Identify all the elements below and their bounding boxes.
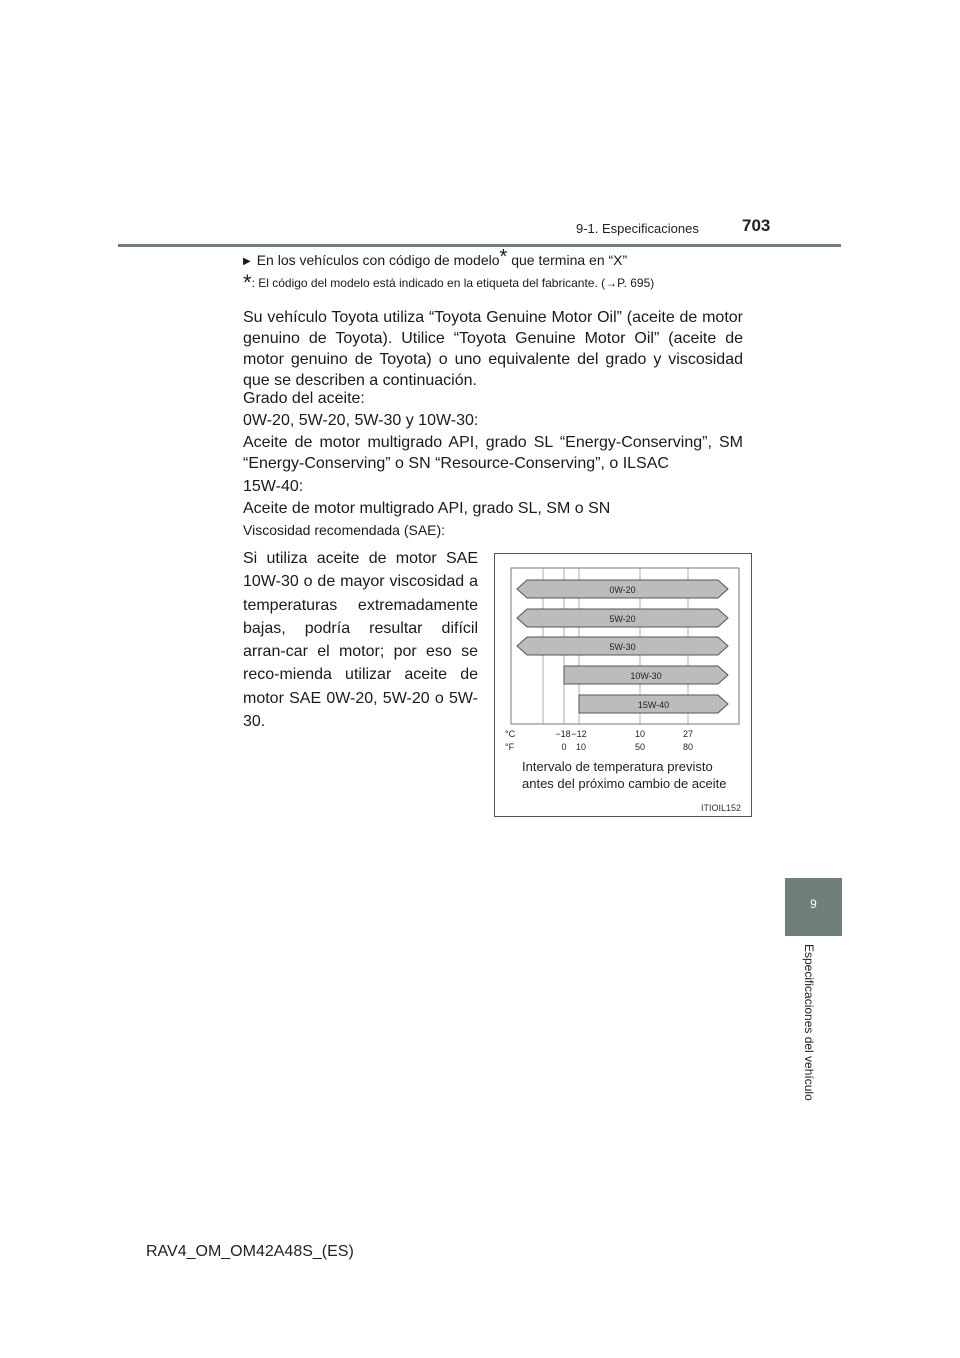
oil-grade-1-description: Aceite de motor multigrado API, grado SL “Energy-Conserving”, SM “Energy-Conserving” o SN “Resource-Conserving”, o ILSAC — [243, 434, 743, 472]
chart-caption: Intervalo de temperatura previsto antes del próximo cambio de aceite — [522, 759, 727, 791]
tick-label-fahrenheit: 0 — [561, 742, 567, 752]
bullet-triangle-icon: ▶ — [243, 256, 251, 267]
tick-label-celsius: 10 — [634, 729, 646, 739]
viscosity-bar-label: 5W-30 — [609, 642, 636, 652]
footnote-star: * — [243, 270, 252, 295]
viscosity-bar-label: 10W-30 — [630, 671, 662, 681]
tick-label-fahrenheit: 10 — [575, 742, 587, 752]
viscosity-bar-label: 5W-20 — [609, 614, 636, 624]
tick-label-fahrenheit: 80 — [682, 742, 694, 752]
oil-grade-1-title: 0W-20, 5W-20, 5W-30 y 10W-30: — [243, 412, 479, 429]
bullet-star: * — [499, 246, 508, 268]
axis-unit-celsius: °C — [505, 729, 516, 739]
oil-grade-label: Grado del aceite: — [243, 390, 365, 407]
viscosity-bar-label: 15W-40 — [637, 700, 670, 710]
tick-label-celsius: −12 — [571, 729, 587, 739]
page-number: 703 — [742, 216, 771, 235]
footnote-text: : El código del modelo está indicado en la etiqueta del fabricante. (→P. 695) — [251, 276, 655, 290]
tick-label-fahrenheit: 50 — [634, 742, 646, 752]
tick-label-celsius: 27 — [682, 729, 694, 739]
viscosity-bar-label: 0W-20 — [609, 585, 636, 595]
tick-label-celsius: −18 — [555, 729, 571, 739]
cold-start-note: Si utiliza aceite de motor SAE 10W-30 o de mayor viscosidad a temperaturas extremadamente bajas, podría resultar difícil arran-car el motor; por eso se reco-mienda utilizar aceite de motor SAE 0W-20, 5W-20 o 5W-30. — [243, 550, 478, 731]
viscosity-label: Viscosidad recomendada (SAE): — [243, 522, 446, 538]
chapter-tab-number: 9 — [810, 897, 817, 911]
footer-document-code: RAV4_OM_OM42A48S_(ES) — [146, 1243, 354, 1260]
footnote — [243, 270, 655, 295]
oil-intro-paragraph: Su vehículo Toyota utiliza “Toyota Genuine Motor Oil” (aceite de motor genuino de Toyota). Utilice “Toyota Genuine Motor Oil” (aceite de motor genuino de Toyota) o uno equivalente del grado y viscosidad que se describen a continuación. — [243, 309, 743, 389]
model-code-bullet — [243, 246, 628, 268]
oil-grade-2-description: Aceite de motor multigrado API, grado SL, SM o SN — [243, 500, 611, 517]
section-header: 9-1. Especificaciones — [576, 221, 699, 236]
header-rule — [118, 244, 841, 247]
bullet-text-after: que termina en “X” — [507, 252, 628, 268]
oil-grade-2-title: 15W-40: — [243, 478, 304, 495]
chapter-side-label: Especificaciones del vehículo — [802, 944, 816, 1101]
bullet-text-before: En los vehículos con código de modelo — [256, 252, 500, 268]
image-code: ITIOIL152 — [701, 803, 742, 813]
axis-unit-fahrenheit: °F — [505, 742, 515, 752]
